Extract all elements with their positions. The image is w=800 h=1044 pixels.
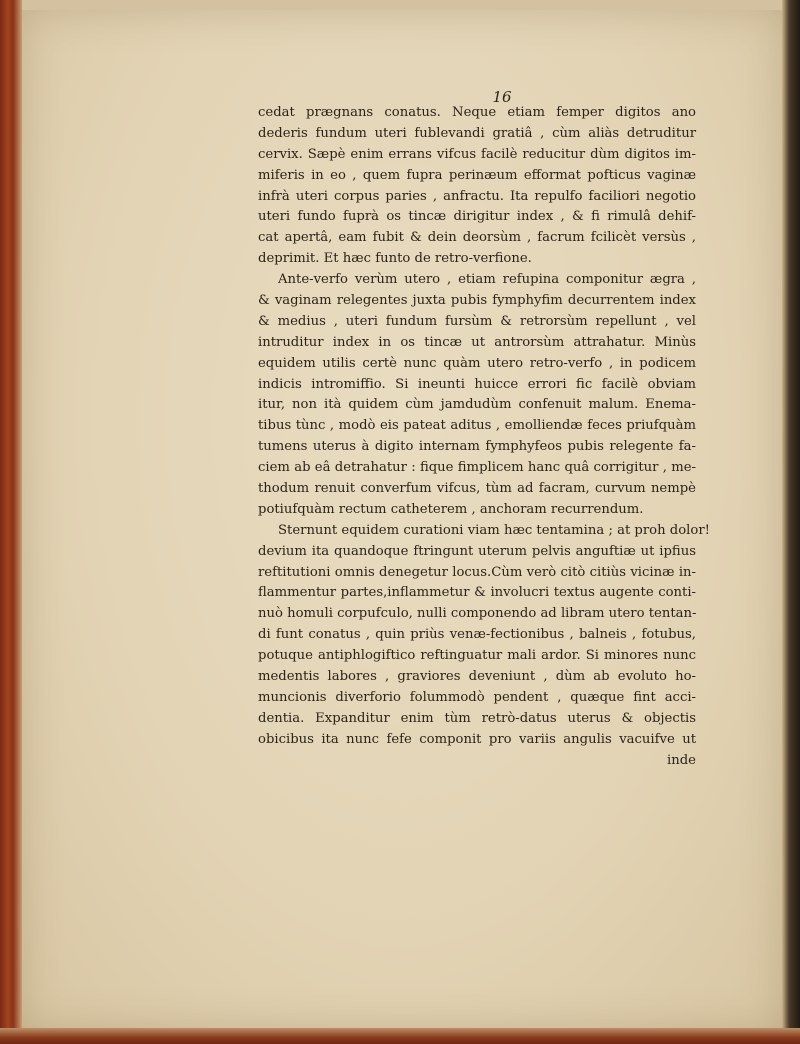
- text-line: potiufquàm rectum catheterem , anchoram recurrendum.: [258, 501, 644, 517]
- book-bottom-edge: [0, 1028, 800, 1044]
- text-line: infrà uteri corpus paries , anfractu. Ita repulfo faciliori negotio: [258, 188, 696, 204]
- text-line: tumens uterus à digito internam fymphyfeos pubis relegente fa-: [258, 439, 696, 455]
- catchword: inde: [667, 752, 696, 768]
- book-spine-edge: [0, 0, 22, 1044]
- text-line: itur, non ità quidem cùm jamdudùm confenuit malum. Enema-: [258, 397, 696, 413]
- text-line: medentis labores , graviores deveniunt , dùm ab evoluto ho-: [258, 669, 696, 685]
- text-line: cervix. Sæpè enim errans vifcus facilè reducitur dùm digitos im-: [258, 146, 696, 162]
- text-line: thodum renuit converfum vifcus, tùm ad facram, curvum nempè: [258, 481, 696, 497]
- text-line: tibus tùnc , modò eis pateat aditus , emolliendæ feces priufquàm: [258, 418, 696, 434]
- text-line: flammentur partes,inflammetur & involucri textus augente conti-: [258, 585, 696, 601]
- text-line: obicibus ita nunc fefe componit pro variis angulis vacuifve ut: [258, 731, 696, 747]
- text-line: dentia. Expanditur enim tùm retrò-datus uterus & objectis: [258, 710, 696, 726]
- text-line: cat apertâ, eam fubit & dein deorsùm , facrum fcilicèt versùs ,: [258, 230, 696, 246]
- text-line: cedat prægnans conatus. Neque etiam femper digitos ano: [258, 105, 696, 120]
- text-line: equidem utilis certè nunc quàm utero retro-verfo , in podicem: [258, 355, 696, 371]
- text-line: nuò homuli corpufculo, nulli componendo ad libram utero tentan-: [258, 606, 697, 622]
- text-line: miferis in eo , quem fupra perinæum efformat pofticus vaginæ: [258, 167, 696, 183]
- text-line: deprimit. Et hæc funto de retro-verfione.: [258, 251, 532, 267]
- text-line: ciem ab eâ detrahatur : fique fimplicem hanc quâ corrigitur , me-: [258, 460, 696, 476]
- text-line: uteri fundo fuprà os tincæ dirigitur index , & fi rimulâ dehif-: [258, 209, 696, 225]
- text-line: muncionis diverforio folummodò pendent , quæque fint acci-: [258, 689, 696, 705]
- text-line: Ante-verfo verùm utero , etiam refupina componitur ægra ,: [278, 272, 696, 288]
- text-line: & medius , uteri fundum fursùm & retrorsùm repellunt , vel: [258, 313, 696, 329]
- text-line: & vaginam relegentes juxta pubis fymphyfim decurrentem index: [258, 293, 696, 309]
- text-line: indicis intromiffio. Si ineunti huicce errori fic facilè obviam: [258, 376, 696, 392]
- text-line: reftitutioni omnis denegetur locus.Cùm verò citò citiùs vicinæ in-: [258, 564, 696, 580]
- text-line: devium ita quandoque ftringunt uterum pelvis anguftiæ ut ipfius: [258, 543, 696, 559]
- text-line: intruditur index in os tincæ ut antrorsùm attrahatur. Minùs: [258, 334, 696, 350]
- text-line: di funt conatus , quin priùs venæ-fectionibus , balneis , fotubus,: [258, 627, 696, 643]
- text-line: dederis fundum uteri fublevandi gratiâ , cùm aliàs detruditur: [258, 125, 696, 141]
- book-right-edge: [782, 0, 800, 1044]
- text-line: Sternunt equidem curationi viam hæc tentamina ; at proh dolor!: [278, 522, 710, 538]
- text-line: potuque antiphlogiftico reftinguatur mali ardor. Si minores nunc: [258, 648, 696, 664]
- body-text: [258, 103, 710, 772]
- page-number: 16: [492, 88, 512, 106]
